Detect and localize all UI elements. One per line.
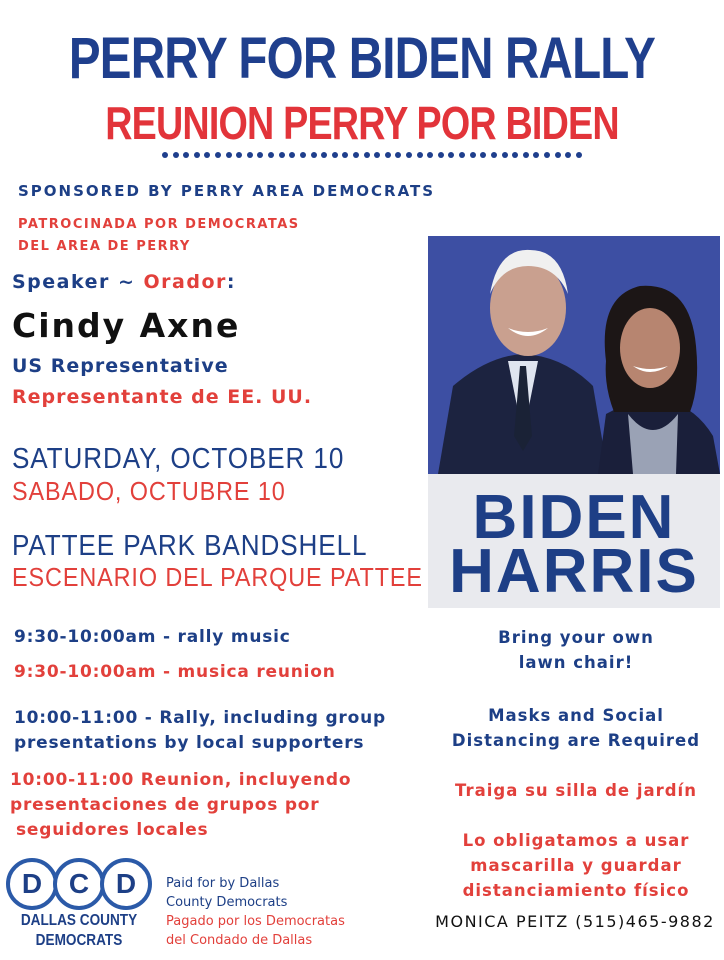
- schedule-rally-spanish: [10, 768, 351, 843]
- dcd-letter-3: D: [100, 858, 152, 910]
- date-english: SATURDAY, OCTOBER 10: [12, 443, 345, 475]
- lawn-chair-note-english: [428, 625, 724, 675]
- dcd-name-line1: DALLAS COUNTY: [20, 912, 138, 929]
- schedule-music-english: 9:30-10:00am - rally music: [14, 627, 291, 647]
- candidates-photo: [428, 236, 720, 474]
- logo-harris-text: HARRIS: [449, 537, 699, 606]
- dcd-logo: [4, 858, 154, 958]
- masks-note-spanish: [428, 828, 724, 903]
- paid-for-spanish-line2: del Condado de Dallas: [166, 933, 313, 948]
- lawn-chair-note-spanish: Traiga su silla de jardín: [455, 781, 697, 800]
- schedule-rally-english-line1: 10:00-11:00 - Rally, including group: [14, 708, 386, 728]
- dotted-divider: [162, 152, 582, 160]
- sponsor-spanish: [18, 214, 300, 258]
- schedule-rally-spanish-line1: 10:00-11:00 Reunion, incluyendo: [10, 770, 352, 790]
- biden-harris-logo: [428, 474, 720, 608]
- masks-note-spanish-line3: distanciamiento físico: [462, 881, 690, 900]
- lawn-chair-note-english-line2: lawn chair!: [518, 653, 634, 672]
- paid-for-spanish: [166, 912, 345, 950]
- speaker-label-colon: :: [226, 271, 237, 293]
- logo-biden-text: BIDEN: [472, 483, 676, 552]
- speaker-role-english: US Representative: [12, 355, 229, 377]
- dcd-letter-2: C: [53, 858, 105, 910]
- sponsor-spanish-line2: DEL AREA DE PERRY: [18, 239, 191, 254]
- masks-note-spanish-line2: mascarilla y guardar: [470, 856, 682, 875]
- masks-note-spanish-line1: Lo obligatamos a usar: [462, 831, 690, 850]
- paid-for-english: [166, 874, 287, 912]
- speaker-role-spanish: Representante de EE. UU.: [12, 386, 313, 408]
- schedule-rally-english-line2: presentations by local supporters: [14, 733, 365, 753]
- speaker-label: [12, 271, 236, 293]
- sponsor-spanish-line1: PATROCINADA POR DEMOCRATAS: [18, 217, 300, 232]
- venue-spanish: ESCENARIO DEL PARQUE PATTEE: [12, 562, 423, 592]
- paid-for-spanish-line1: Pagado por los Democratas: [166, 914, 345, 929]
- venue-english: PATTEE PARK BANDSHELL: [12, 530, 368, 562]
- masks-note-english-line1: Masks and Social: [488, 706, 664, 725]
- dcd-name-line2: DEMOCRATS: [35, 932, 123, 949]
- masks-note-english-line2: Distancing are Required: [451, 731, 701, 750]
- title-spanish: REUNION PERRY POR BIDEN: [105, 97, 619, 149]
- schedule-rally-spanish-line3: seguidores locales: [16, 820, 209, 840]
- schedule-rally-spanish-line2: presentaciones de grupos por: [10, 795, 320, 815]
- paid-for-english-line1: Paid for by Dallas: [166, 876, 280, 891]
- dcd-letter-1: D: [6, 858, 58, 910]
- schedule-rally-english: [14, 706, 386, 756]
- lawn-chair-note-english-line1: Bring your own: [498, 628, 654, 647]
- date-spanish: SABADO, OCTUBRE 10: [12, 476, 286, 506]
- contact-info: MONICA PEITZ (515)465-9882: [435, 912, 715, 931]
- masks-note-english: [428, 703, 724, 753]
- speaker-label-en: Speaker ~: [12, 271, 144, 293]
- schedule-music-spanish: 9:30-10:00am - musica reunion: [14, 662, 336, 682]
- speaker-name: Cindy Axne: [12, 306, 241, 345]
- speaker-label-es: Orador: [143, 271, 227, 293]
- paid-for-english-line2: County Democrats: [166, 895, 288, 910]
- sponsor-english: SPONSORED BY PERRY AREA DEMOCRATS: [18, 182, 436, 200]
- title-english: PERRY FOR BIDEN RALLY: [68, 26, 656, 91]
